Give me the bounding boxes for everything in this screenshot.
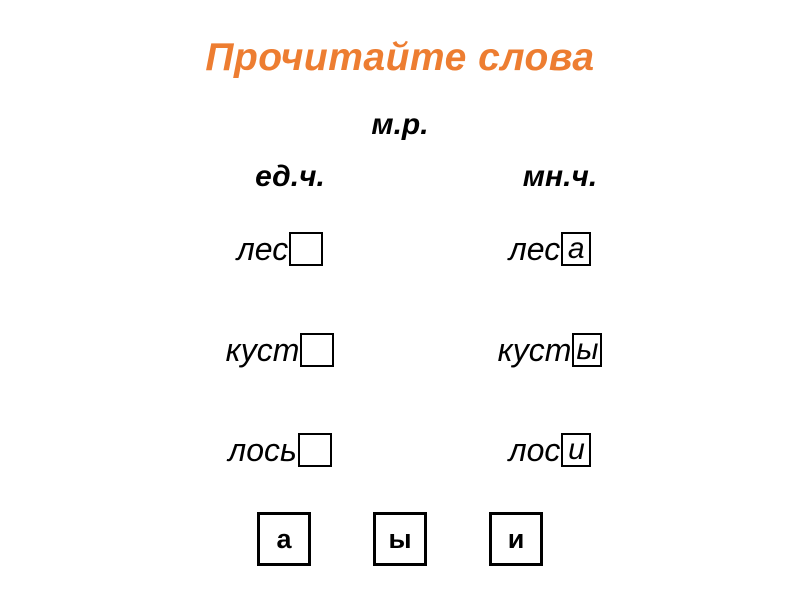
letter-bank-tile-y[interactable]: ы xyxy=(373,512,427,566)
letter-bank xyxy=(0,512,800,566)
ending-blank-box[interactable] xyxy=(289,232,323,266)
letter-bank-tile-a[interactable]: а xyxy=(257,512,311,566)
word-row xyxy=(0,333,800,381)
page-title: Прочитайте слова xyxy=(205,36,595,79)
column-header-singular: ед.ч. xyxy=(255,160,325,193)
plural-word-1 xyxy=(420,232,680,266)
word-stem: куст xyxy=(497,332,572,368)
column-header-plural: мн.ч. xyxy=(522,160,598,193)
ending-letter-box[interactable]: а xyxy=(561,232,591,266)
word-stem: лес xyxy=(508,231,561,267)
plural-word-3 xyxy=(420,433,680,467)
ending-blank-box[interactable] xyxy=(298,433,332,467)
word-stem: лос xyxy=(508,432,561,468)
ending-blank-box[interactable] xyxy=(300,333,334,367)
ending-letter-box[interactable]: и xyxy=(561,433,591,467)
word-stem: лось xyxy=(228,432,297,468)
letter-bank-tile-i[interactable]: и xyxy=(489,512,543,566)
word-row xyxy=(0,232,800,280)
plural-word-2 xyxy=(420,333,680,367)
word-stem: лес xyxy=(236,231,289,267)
singular-word-2 xyxy=(150,333,410,367)
word-row xyxy=(0,433,800,481)
singular-word-3 xyxy=(150,433,410,467)
ending-letter-box[interactable]: ы xyxy=(572,333,602,367)
singular-word-1 xyxy=(150,232,410,266)
word-stem: куст xyxy=(225,332,300,368)
gender-label: м.р. xyxy=(371,108,429,141)
